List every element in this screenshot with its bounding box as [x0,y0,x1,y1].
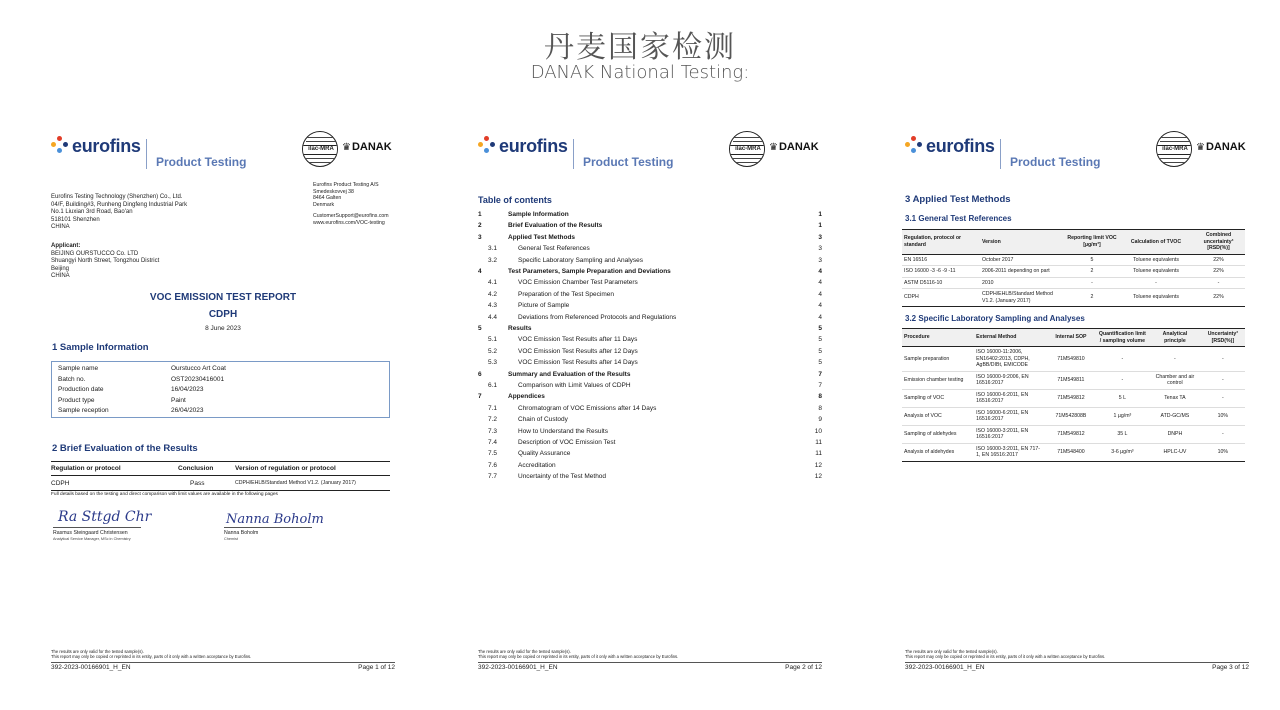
toc-entry[interactable] [478,405,822,416]
toc-page: 5 [818,325,822,332]
toc-entry[interactable] [478,325,822,336]
slide-title-cn: 丹麦国家检测 [544,30,736,65]
eval-header: Conclusion [178,465,214,472]
toc-page: 4 [818,302,822,310]
toc-entry[interactable] [478,416,822,427]
product-testing-label: Product Testing [156,155,247,169]
table-header: External Method [974,329,1046,347]
toc-number: 2 [478,222,482,230]
sample-label: Batch no. [58,375,86,383]
lab-address: Eurofins Testing Technology (Shenzhen) Co., Ltd. 04/F, Building#3, Runheng Dingfeng Industrial Park No.1 Liuxian 3rd Road, Bao'an 518101 Shenzhen CHINA [51,194,188,230]
toc-label: Description of VOC Emission Test [518,439,616,446]
eval-note: Full details based on the testing and direct comparison with limit values are available in the following pages [51,492,278,497]
toc-entry[interactable] [478,257,822,268]
eurofins-logo [904,135,1104,175]
toc-label: Accreditation [518,461,556,469]
toc-label: VOC Emission Test Results after 11 Days [518,336,638,344]
toc-entry[interactable] [478,336,822,347]
table-header: Regulation, protocol or standard [902,230,980,255]
eurofins-logo [50,135,250,175]
toc-label: Summary and Evaluation of the Results [508,370,631,378]
toc-entry[interactable] [478,302,822,313]
page-footer: The results are only valid for the tested sample(s). This report may only be copied or reprinted in its entity, parts of it only with a written acceptance by Eurofins. 392-2023-00166901_H_EN Page 2 of 12 [478,649,822,671]
sample-value: Paint [171,396,186,404]
danak-logo: ♛DANAK [769,141,819,153]
eval-cell: Pass [190,480,205,487]
crown-icon: ♛ [1196,142,1205,153]
sample-value: Ourstucco Art Coat [171,365,226,372]
toc-entry[interactable] [478,462,822,473]
toc-label: Sample Information [508,211,569,218]
toc-number: 4.2 [488,290,498,298]
toc-number: 4.3 [488,302,498,310]
toc-entry[interactable] [478,314,822,325]
section-2-title: 2 Brief Evaluation of the Results [52,443,198,454]
report-date: 8 June 2023 [205,325,241,332]
table-header: Analytical principle [1149,329,1201,347]
toc-label: Specific Laboratory Sampling and Analyses [518,256,644,264]
toc-number: 1 [478,211,482,218]
table-header: Uncertainty³ [RSD(%)] [1201,329,1245,347]
toc-number: 3.1 [488,245,498,253]
toc-label: Chain of Custody [518,416,568,424]
toc-entry[interactable] [478,245,822,256]
toc-number: 7.3 [488,427,498,435]
toc-number: 4 [478,268,482,275]
toc-label: How to Understand the Results [518,427,608,435]
toc-title: Table of contents [478,195,552,205]
table-row: ASTM D5116-10 2010 - - - [902,277,1245,289]
product-testing-label: Product Testing [1010,155,1101,169]
table-row: Analysis of aldehydes ISO 16000-3:2011, EN 717-1, EN 16516:2017 71M548400 3-6 µg/m³ HPLC-UV 10% [902,443,1245,461]
section-1-title: 1 Sample Information [52,342,149,353]
crown-icon: ♛ [342,142,351,153]
toc-entry[interactable] [478,450,822,461]
toc-page: 7 [818,370,822,378]
toc-entry[interactable] [478,222,822,233]
table-row: Emission chamber testing ISO 16000-9:2006, EN 16516:2017 71M549811 - Chamber and air control - [902,371,1245,389]
toc-page: 7 [818,382,822,389]
toc-entry[interactable] [478,393,822,404]
eval-header: Regulation or protocol [51,465,121,472]
toc-page: 3 [818,256,822,264]
sample-label: Sample name [58,365,99,372]
toc-page: 4 [818,279,822,287]
toc-label: Brief Evaluation of the Results [508,222,603,230]
toc-entry[interactable] [478,359,822,370]
brand-name: eurofins [72,136,141,156]
sample-label: Production date [58,386,104,393]
toc-number: 7.1 [488,404,498,412]
toc-page: 9 [818,416,822,424]
toc-number: 7.4 [488,439,498,446]
signer-2-name: Nanna Boholm [224,530,259,536]
general-references-table [902,229,1245,307]
toc-label: Picture of Sample [518,302,570,310]
toc-page: 3 [818,233,822,241]
page-footer: The results are only valid for the tested sample(s). This report may only be copied or reprinted in its entity, parts of it only with a written acceptance by Eurofins. 392-2023-00166901_H_EN Page 1 of 12 [51,649,395,671]
report-id: 392-2023-00166901_H_EN [905,664,985,671]
toc-label: VOC Emission Test Results after 12 Days [518,347,638,355]
page-footer: The results are only valid for the tested sample(s). This report may only be copied or reprinted in its entity, parts of it only with a written acceptance by Eurofins. 392-2023-00166901_H_EN Page 3 of 12 [905,649,1249,671]
toc-number: 4.1 [488,279,498,287]
table-header: Procedure [902,329,974,347]
toc-label: Preparation of the Test Specimen [518,290,614,298]
toc-label: VOC Emission Chamber Test Parameters [518,279,638,287]
toc-label: Comparison with Limit Values of CDPH [518,382,631,389]
toc-entry[interactable] [478,473,822,484]
signature-1-icon: Ra Sttgd Chr [58,509,152,525]
toc-entry[interactable] [478,234,822,245]
report-page-1 [48,125,398,680]
toc-page: 1 [818,211,822,218]
toc-number: 5 [478,325,482,332]
section-3-2-title: 3.2 Specific Laboratory Sampling and Analyses [905,314,1085,323]
toc-number: 3.2 [488,256,498,264]
toc-label: Results [508,325,532,332]
toc-label: VOC Emission Test Results after 14 Days [518,359,638,367]
danak-logo: ♛DANAK [1196,141,1246,153]
applicant-block: Applicant: BEIJING OURSTUCCO Co. LTD Shuangyi North Street, Tongzhou District Beijing CHINA [51,243,160,279]
table-row: Analysis of VOC ISO 16000-6:2011, EN 16516:2017 71M542808B 1 µg/m³ ATD-GC/MS 10% [902,407,1245,425]
report-id: 392-2023-00166901_H_EN [51,664,131,671]
accreditation-logos [729,131,825,171]
toc-label: Uncertainty of the Test Method [518,473,607,481]
table-row: ISO 16000 -3 -6 -9 -11 2006-2011 depending on part 2 Toluene equivalents 22% [902,266,1245,278]
toc-number: 5.3 [488,359,498,367]
toc-label: Quality Assurance [518,450,571,458]
brand-name: eurofins [926,136,995,156]
toc-entry[interactable] [478,268,822,279]
table-header: Internal SOP [1046,329,1095,347]
toc-label: Deviations from Referenced Protocols and Regulations [518,313,677,321]
toc-entry[interactable] [478,439,822,450]
table-row: Sampling of aldehydes ISO 16000-3:2011, EN 16516:2017 71M549812 35 L DNPH - [902,425,1245,443]
table-header: Calculation of TVOC [1120,230,1192,255]
toc-entry[interactable] [478,279,822,290]
toc-number: 7.5 [488,450,498,458]
table-header: Reporting limit VOC [µg/m³] [1064,230,1120,255]
report-id: 392-2023-00166901_H_EN [478,664,558,671]
section-3-1-title: 3.1 General Test References [905,214,1012,223]
toc-page: 12 [814,473,822,481]
toc-page: 11 [815,439,822,446]
product-testing-label: Product Testing [583,155,674,169]
toc-label: General Test References [518,245,590,253]
toc-page: 5 [818,347,822,355]
toc-page: 10 [814,427,822,435]
toc-page: 8 [818,404,822,412]
toc-number: 3 [478,233,482,241]
toc-page: 8 [818,393,822,401]
toc-entry[interactable] [478,428,822,439]
signer-1-name: Rasmus Steingaard Christensen [53,530,128,536]
signer-1-role: Analytical Service Manager, MSc in Chemistry [53,537,131,541]
eurofins-logo [477,135,677,175]
toc-number: 7.6 [488,461,498,469]
sample-label: Product type [58,396,95,404]
toc-label: Chromatogram of VOC Emissions after 14 Days [518,404,657,412]
report-page-2 [475,125,825,680]
report-subtitle: CDPH [208,309,238,320]
table-header: Combined uncertainty³ [RSD(%)] [1192,230,1245,255]
toc-entry[interactable] [478,211,822,222]
toc-number: 7 [478,393,482,401]
toc-page: 5 [818,359,822,367]
sample-value: 26/04/2023 [171,407,204,414]
slide-title-en: DANAK National Testing: [530,62,750,83]
toc-number: 7.2 [488,416,498,424]
eurofins-dots-icon [50,135,70,155]
ilac-mra-icon: ilac-MRA [729,131,765,167]
section-3-title: 3 Applied Test Methods [905,194,1011,205]
toc-number: 7.7 [488,473,498,481]
toc-page: 4 [818,268,822,275]
report-page-3 [902,125,1252,680]
signer-2-role: Chemist [224,537,238,541]
toc-label: Appendices [508,393,545,401]
toc-number: 5.2 [488,347,498,355]
toc-number: 6.1 [488,382,498,389]
crown-icon: ♛ [769,142,778,153]
page-number: Page 1 of 12 [358,664,395,671]
toc-page: 4 [818,313,822,321]
sample-info-box [51,361,390,418]
toc-page: 5 [818,336,822,344]
page-number: Page 2 of 12 [785,664,822,671]
specific-sampling-table [902,328,1245,462]
toc-label: Applied Test Methods [508,233,576,241]
toc-number: 5.1 [488,336,498,344]
sample-label: Sample reception [58,407,109,414]
table-header: Version [980,230,1064,255]
signature-2-icon: Nanna Boholm [226,512,324,527]
ilac-mra-icon: ilac-MRA [302,131,338,167]
table-row: EN 16516 October 2017 5 Toluene equivalents 22% [902,254,1245,266]
eval-cell: CDPH [51,480,70,487]
danak-logo: ♛DANAK [342,141,392,153]
toc-number: 6 [478,370,482,378]
eurofins-dots-icon [904,135,924,155]
toc-page: 1 [818,222,822,230]
right-address: Eurofins Product Testing A/S Smedeskovvej 38 8464 Galten Denmark CustomerSupport@eurofins.com www.eurofins.com/VOC-testing [313,182,389,226]
report-title: VOC EMISSION TEST REPORT [149,292,297,303]
eval-header: Version of regulation or protocol [235,465,336,472]
brand-name: eurofins [499,136,568,156]
toc-entry[interactable] [478,348,822,359]
toc-entry[interactable] [478,371,822,382]
accreditation-logos [1156,131,1252,171]
table-header: Quantification limit / sampling volume [1096,329,1150,347]
toc-label: Test Parameters, Sample Preparation and Deviations [508,268,671,275]
toc-page: 11 [815,450,822,458]
eval-cell: CDPH/EHLB/Standard Method V1.2. (January 2017) [235,480,356,486]
page-number: Page 3 of 12 [1212,664,1249,671]
ilac-mra-icon: ilac-MRA [1156,131,1192,167]
table-row: CDPH CDPH/EHLB/Standard Method V1.2. (January 2017) 2 Toluene equivalents 22% [902,289,1245,307]
sample-value: 16/04/2023 [171,386,204,393]
eurofins-dots-icon [477,135,497,155]
toc-entry[interactable] [478,291,822,302]
toc-page: 12 [814,461,822,469]
sample-value: OST20230416001 [171,375,225,383]
toc-entry[interactable] [478,382,822,393]
accreditation-logos [302,131,398,171]
toc-number: 4.4 [488,313,498,321]
toc-page: 3 [818,245,822,253]
toc-page: 4 [818,290,822,298]
table-row: Sampling of VOC ISO 16000-6:2011, EN 16516:2017 71M549812 5 L Tenax TA - [902,389,1245,407]
table-row: Sample preparation ISO 16000-11:2006, EN16402:2013, CDPH, AgBB/DIBt, EMICODE 71M549810 - - - [902,347,1245,372]
